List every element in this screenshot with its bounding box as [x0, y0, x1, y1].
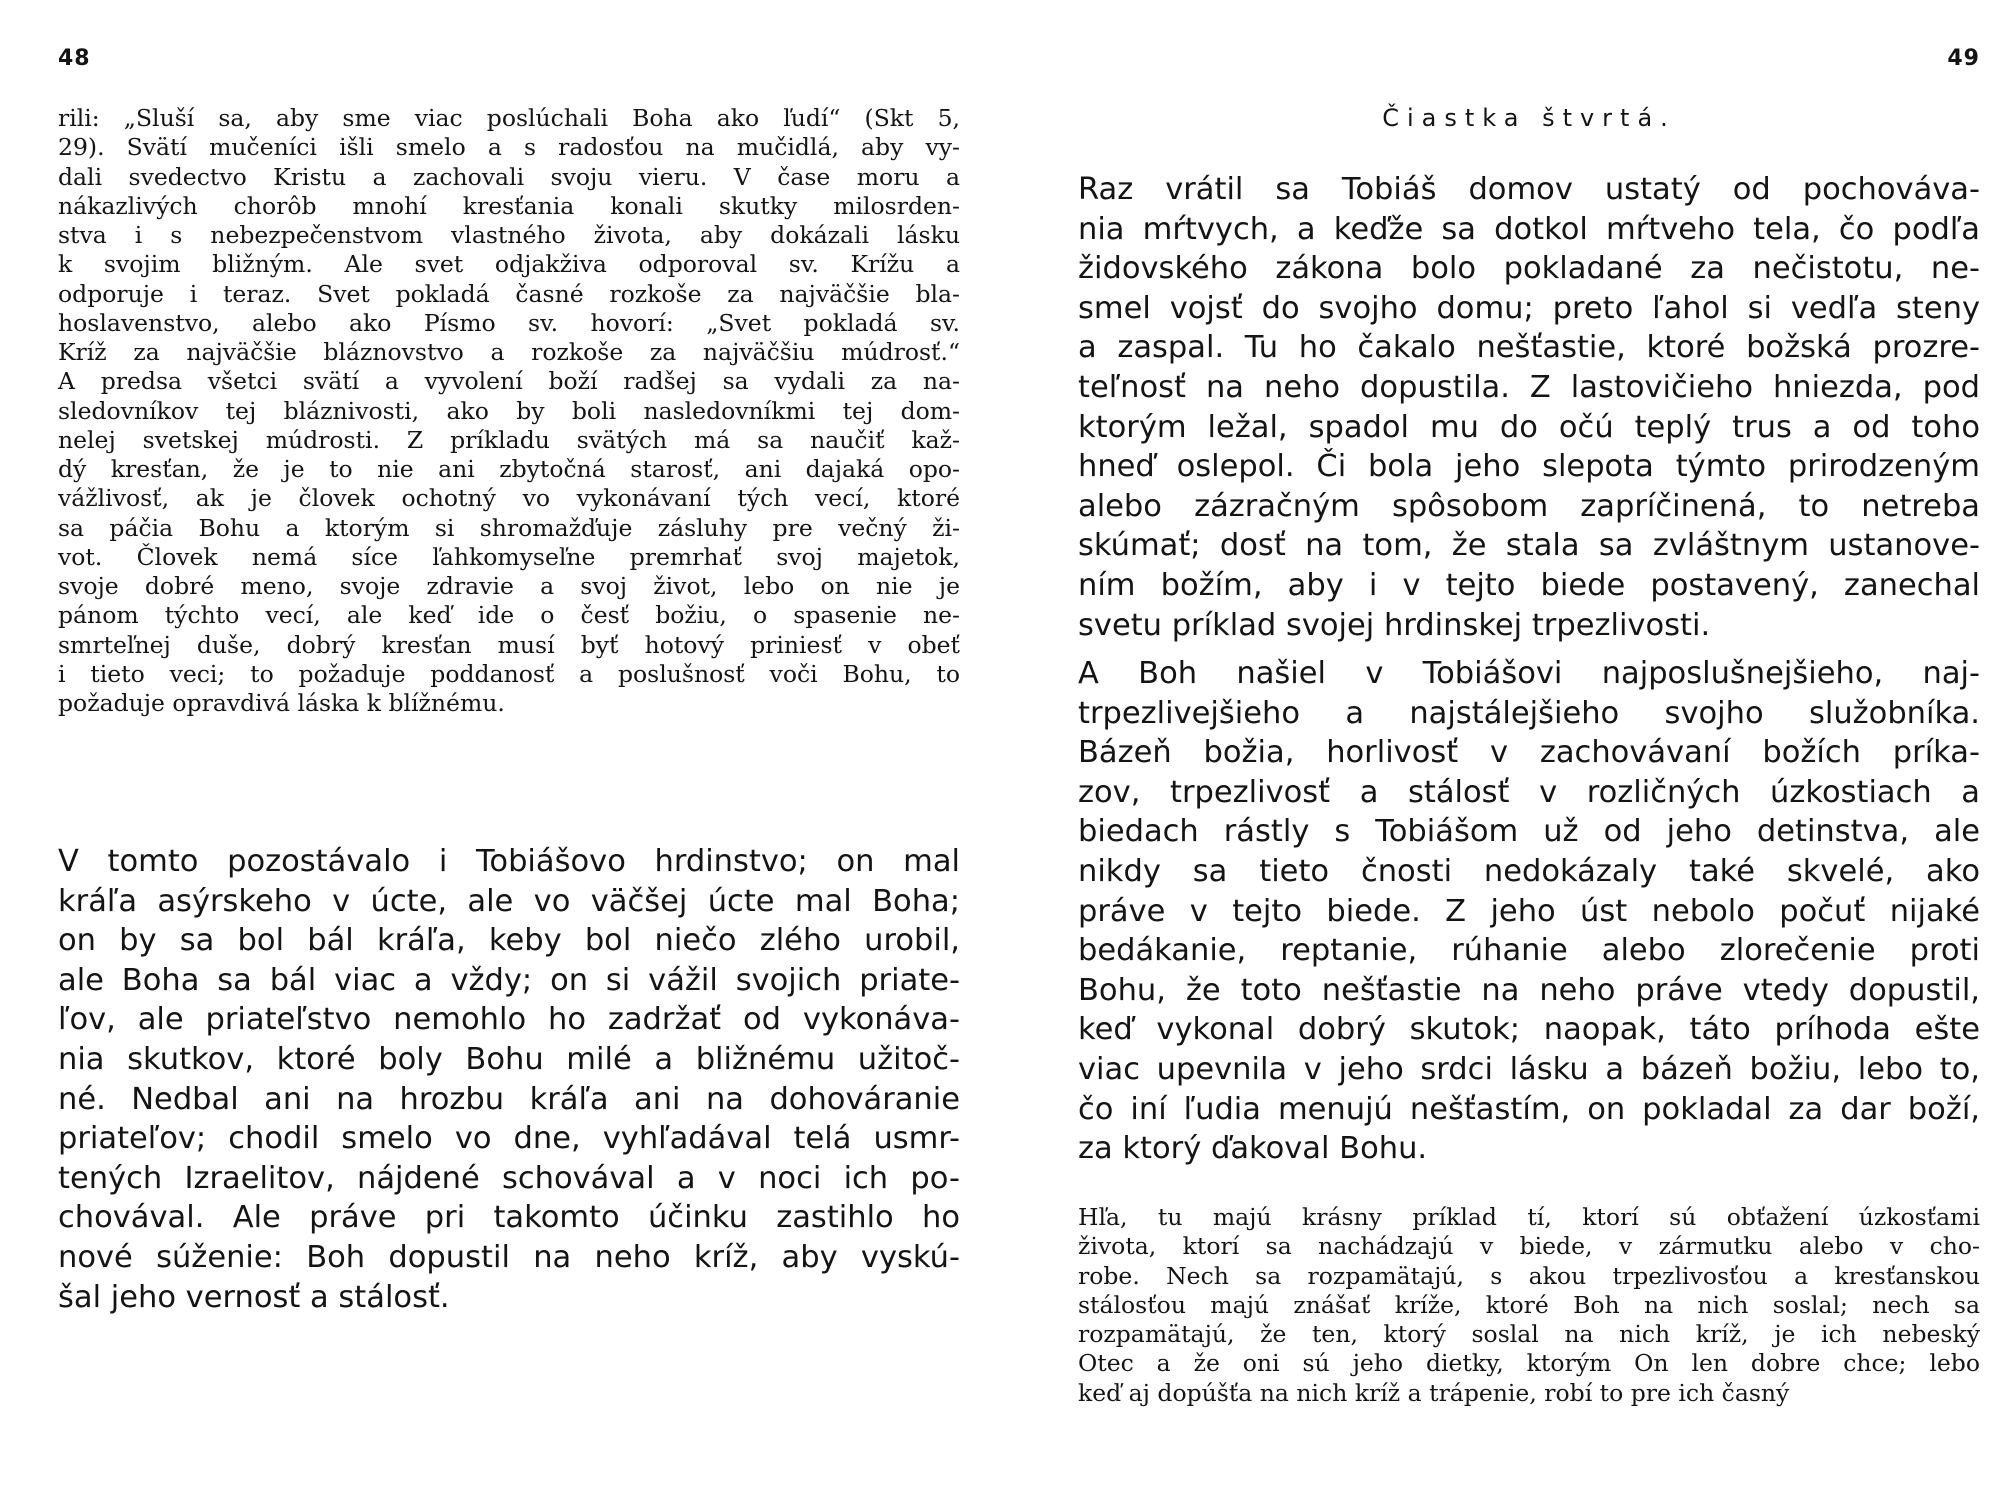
right-paragraph-3	[1078, 1203, 1980, 1408]
text-line: nia skutkov, ktoré boly Bohu milé a bližnému užitoč-	[58, 1041, 960, 1077]
text-line: hneď oslepol. Či bola jeho slepota týmto prirodzeným	[1078, 449, 1980, 485]
text-line: Hľa, tu majú krásny príklad tí, ktorí sú obťažení úzkosťami	[1078, 1203, 1980, 1231]
text-line: chovával. Ale práve pri takomto účinku zastihlo ho	[58, 1200, 960, 1236]
text-line: stálosťou majú znášať kríže, ktoré Boh na nich soslal; nech sa	[1078, 1290, 1980, 1319]
text-line: Bohu, že toto nešťastie na neho práve vtedy dopustil,	[1078, 972, 1980, 1008]
text-line: robe. Nech sa rozpamätajú, s akou trpezlivosťou a kresťanskou	[1078, 1261, 1980, 1290]
right-paragraph-2	[1078, 654, 1980, 1169]
text-line: trpezlivejšieho a najstálejšieho svojho služobníka.	[1078, 695, 1980, 731]
text-line: nikdy sa tieto čnosti nedokázaly také skvelé, ako	[1078, 853, 1980, 889]
text-line: odporuje i teraz. Svet pokladá časné rozkoše za najväčšie bla-	[58, 279, 960, 308]
text-line: né. Nedbal ani na hrozbu kráľa ani na dohováranie	[58, 1081, 960, 1117]
text-line: 29). Svätí mučeníci išli smelo a s radosťou na mučidlá, aby vy-	[58, 133, 960, 162]
text-line: A Boh našiel v Tobiášovi najposlušnejšieho, naj-	[1078, 656, 1980, 691]
text-line: k svojim bližným. Ale svet odjakživa odporoval sv. Krížu a	[58, 250, 960, 279]
text-line: požaduje opravdivá láska k blížnému.	[58, 689, 505, 717]
text-line: ľov, ale priateľstvo nemohlo ho zadržať od vykonáva-	[58, 1002, 960, 1038]
page-number: 49	[1947, 46, 1980, 71]
text-line: stva i s nebezpečenstvom vlastného života, aby dokázali lásku	[58, 221, 960, 249]
text-line: hoslavenstvo, alebo ako Písmo sv. hovorí: „Svet pokladá sv.	[58, 308, 960, 337]
text-line: teľnosť na neho dopustila. Z lastovičieho hniezda, pod	[1078, 369, 1980, 405]
text-line: života, ktorí sa nachádzajú v biede, v zármutku alebo v cho-	[1078, 1232, 1980, 1261]
text-line: svetu príklad svojej hrdinskej trpezlivosti.	[1078, 607, 1711, 643]
text-line: nelej svetskej múdrosti. Z príkladu svätých má sa naučiť kaž-	[58, 425, 960, 454]
text-line: šal jeho vernosť a stálosť.	[58, 1279, 450, 1315]
text-line: Raz vrátil sa Tobiáš domov ustatý od pochováva-	[1078, 172, 1980, 207]
text-line: a zaspal. Tu ho čakalo nešťastie, ktoré božská prozre-	[1078, 330, 1980, 366]
text-line: Bázeň božia, horlivosť v zachovávaní božích príka-	[1078, 735, 1980, 771]
text-line: keď aj dopúšťa na nich kríž a trápenie, robí to pre ich časný	[1078, 1378, 1790, 1407]
text-line: svoje dobré meno, svoje zdravie a svoj život, lebo on nie je	[58, 572, 960, 600]
text-line: on by sa bol bál kráľa, keby bol niečo zlého urobil,	[58, 923, 960, 959]
text-line: i tieto veci; to požaduje poddanosť a poslušnosť voči Bohu, to	[58, 659, 960, 688]
text-line: sledovníkov tej bláznivosti, ako by boli nasledovníkmi tej dom-	[58, 396, 960, 425]
text-line: ale Boha sa bál viac a vždy; on si vážil svojich priate-	[58, 962, 960, 998]
text-line: bedákanie, reptanie, rúhanie alebo zlorečenie proti	[1078, 933, 1980, 969]
chapter-heading: Čiastka štvrtá.	[1382, 104, 1676, 132]
text-line: keď vykonal dobrý skutok; naopak, táto príhoda ešte	[1078, 1012, 1980, 1048]
page-number: 48	[58, 46, 91, 71]
text-line: zov, trpezlivosť a stálosť v rozličných úzkostiach a	[1078, 774, 1980, 810]
text-line: práve v tejto biede. Z jeho úst nebolo počuť nijaké	[1078, 893, 1980, 929]
text-line: dali svedectvo Kristu a zachovali svoju vieru. V čase moru a	[58, 162, 960, 191]
text-line: vot. Človek nemá síce ľahkomyseľne premrhať svoj majetok,	[58, 542, 960, 571]
text-line: ním božím, aby i v tejto biede postavený, zanechal	[1078, 567, 1980, 603]
text-line: tených Izraelitov, nájdené schovával a v noci ich po-	[58, 1160, 960, 1196]
text-line: židovského zákona bolo pokladané za nečistotu, ne-	[1078, 251, 1980, 287]
text-line: smrteľnej duše, dobrý kresťan musí byť hotový priniesť v obeť	[58, 630, 960, 659]
left-paragraph-2	[58, 842, 960, 1317]
text-line: Otec a že oni sú jeho dietky, ktorým On len dobre chce; lebo	[1078, 1349, 1980, 1378]
text-line: priateľov; chodil smelo vo dne, vyhľadával telá usmr-	[58, 1121, 960, 1157]
text-line: nákazlivých chorôb mnohí kresťania konali skutky milosrden-	[58, 191, 960, 220]
text-line: čo iní ľudia menujú nešťastím, on pokladal za dar boží,	[1078, 1091, 1980, 1127]
text-line: alebo zázračným spôsobom zapríčinená, to netreba	[1078, 488, 1980, 524]
right-paragraph-1	[1078, 170, 1980, 645]
text-line: vážlivosť, ak je človek ochotný vo vykonávaní tých vecí, ktoré	[58, 484, 960, 513]
text-line: za ktorý ďakoval Bohu.	[1078, 1131, 1428, 1167]
text-line: skúmať; dosť na tom, že stala sa zvláštnym ustanove-	[1078, 528, 1980, 564]
text-line: pánom týchto vecí, ale keď ide o česť božiu, o spasenie ne-	[58, 601, 960, 630]
text-line: biedach rástly s Tobiášom už od jeho detinstva, ale	[1078, 814, 1980, 850]
text-line: Kríž za najväčšie bláznovstvo a rozkoše za najväčšiu múdrosť.“	[58, 338, 960, 366]
text-line: dý kresťan, že je to nie ani zbytočná starosť, ani dajaká opo-	[58, 455, 960, 483]
text-line: ktorým ležal, spadol mu do očú teplý trus a od toho	[1078, 409, 1980, 445]
text-line: rozpamätajú, že ten, ktorý soslal na nich kríž, je ich nebeský	[1078, 1320, 1980, 1348]
text-line: nia mŕtvych, a keďže sa dotkol mŕtveho tela, čo podľa	[1078, 211, 1980, 247]
text-line: smel vojsť do svojho domu; preto ľahol si vedľa steny	[1078, 290, 1980, 326]
text-line: V tomto pozostávalo i Tobiášovo hrdinstvo; on mal	[58, 844, 960, 879]
text-line: kráľa asýrskeho v úcte, ale vo väčšej úcte mal Boha;	[58, 883, 960, 919]
text-line: nové súženie: Boh dopustil na neho kríž, aby vyskú-	[58, 1239, 960, 1275]
text-line: sa páčia Bohu a ktorým si shromažďuje zásluhy pre večný ži-	[58, 513, 960, 542]
text-line: rili: „Sluší sa, aby sme viac poslúchali Boha ako ľudí“ (Skt 5,	[58, 104, 960, 132]
left-paragraph-1	[58, 104, 960, 718]
text-line: viac upevnila v jeho srdci lásku a bázeň božiu, lebo to,	[1078, 1051, 1980, 1087]
text-line: A predsa všetci svätí a vyvolení boží radšej sa vydali za na-	[58, 367, 960, 396]
